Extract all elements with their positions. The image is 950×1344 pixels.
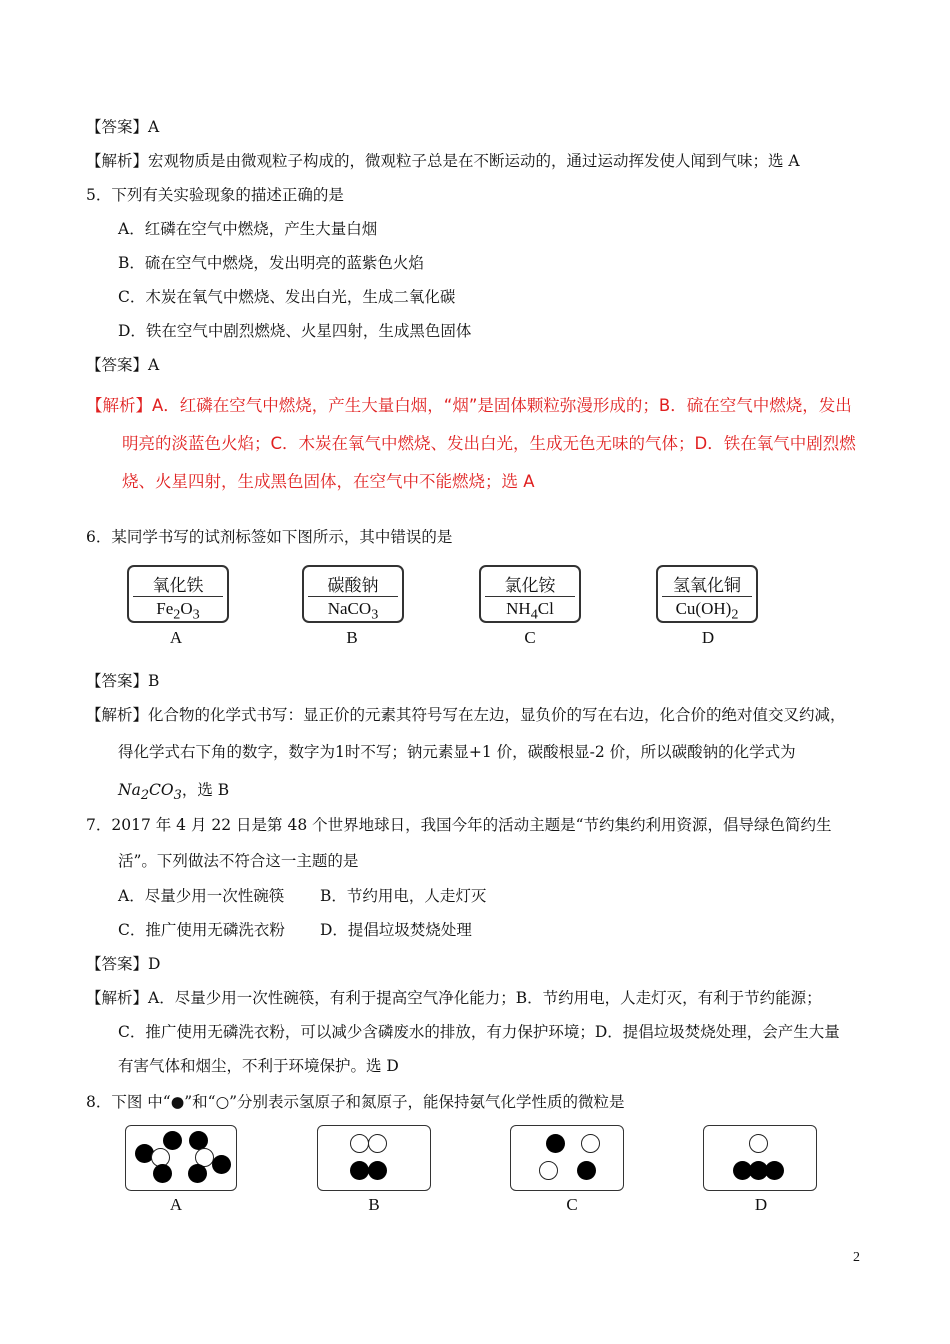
q5-analysis-line-3: 烧、火星四射，生成黑色固体，在空气中不能燃烧；选 A [122, 472, 535, 491]
reagent-formula: $Cu(OH)_2$ [675, 599, 739, 623]
reagent-label-d [656, 565, 758, 623]
q6-analysis-line-3: $Na_2CO_3$，选 B [118, 781, 230, 804]
reagent-name: 氧化铁 [152, 576, 204, 596]
q7-option-b: B．节约用电，人走灯灭 [320, 887, 487, 905]
particle-caption-b: B [368, 1195, 380, 1214]
reagent-name: 氯化铵 [504, 576, 556, 596]
particle-box-b [317, 1125, 431, 1191]
q5-analysis-line-1: 【解析】A．红磷在空气中燃烧，产生大量白烟，“烟”是固体颗粒弥漫形成的；B．硫在空气中燃烧，发出 [86, 396, 852, 415]
label-divider [308, 596, 398, 597]
hydrogen-atom [153, 1164, 172, 1183]
reagent-name: 氢氧化铜 [673, 576, 741, 596]
formula-na2co3: $Na_2CO_3$ [118, 781, 182, 804]
q7-stem-line-1: 7．2017 年 4 月 22 日是第 48 个世界地球日，我国今年的活动主题是“节约集约利用资源，倡导绿色简约生 [86, 816, 832, 834]
hydrogen-atom [546, 1134, 565, 1153]
q7-stem-line-2: 活”。下列做法不符合这一主题的是 [118, 852, 359, 870]
particle-box-d [703, 1125, 817, 1191]
q6-answer: 【答案】B [86, 672, 160, 690]
q6-stem: 6．某同学书写的试剂标签如下图所示，其中错误的是 [86, 528, 453, 546]
particle-caption-c: C [566, 1195, 578, 1214]
q8-stem: 8．下图 中“●”和“○”分别表示氢原子和氮原子，能保持氨气化学性质的微粒是 [86, 1093, 625, 1111]
q5-option-b: B．硫在空气中燃烧，发出明亮的蓝紫色火焰 [118, 254, 424, 272]
reagent-name: 碳酸钠 [327, 576, 379, 596]
nitrogen-atom [368, 1134, 387, 1153]
reagent-label-a [127, 565, 229, 623]
reagent-label-b [302, 565, 404, 623]
hydrogen-atom [212, 1155, 231, 1174]
reagent-label-c [479, 565, 581, 623]
hydrogen-atom [765, 1161, 784, 1180]
q5-option-a: A．红磷在空气中燃烧，产生大量白烟 [118, 220, 378, 238]
reagent-formula: $Fe_2O_3$ [156, 599, 200, 623]
q7-option-d: D．提倡垃圾焚烧处理 [320, 921, 472, 939]
hydrogen-atom [350, 1161, 369, 1180]
reagent-formula: $NH_4Cl$ [506, 599, 554, 623]
label-caption-d: D [701, 628, 715, 647]
q4-answer: 【答案】A [86, 118, 160, 136]
q5-stem: 5．下列有关实验现象的描述正确的是 [86, 186, 344, 204]
q7-analysis-line-2: C．推广使用无磷洗衣粉，可以减少含磷废水的排放，有力保护环境；D．提倡垃圾焚烧处理，会产生大量 [118, 1023, 840, 1041]
q7-option-a: A．尽量少用一次性碗筷 [118, 887, 285, 905]
label-divider [485, 596, 575, 597]
q7-analysis-line-3: 有害气体和烟尘，不利于环境保护。选 D [118, 1057, 399, 1075]
nitrogen-atom [749, 1134, 768, 1153]
q7-answer: 【答案】D [86, 955, 161, 973]
nitrogen-atom [350, 1134, 369, 1153]
q5-option-c: C．木炭在氧气中燃烧、发出白光，生成二氧化碳 [118, 288, 456, 306]
page-number: 2 [853, 1250, 860, 1265]
hydrogen-atom [368, 1161, 387, 1180]
q5-analysis-line-2: 明亮的淡蓝色火焰；C．木炭在氧气中燃烧、发出白光，生成无色无味的气体；D．铁在氧气中剧烈燃 [122, 434, 856, 453]
q7-option-c: C．推广使用无磷洗衣粉 [118, 921, 285, 939]
nitrogen-atom [539, 1161, 558, 1180]
hydrogen-atom [188, 1164, 207, 1183]
particle-box-c [510, 1125, 624, 1191]
particle-caption-a: A [169, 1195, 183, 1214]
hydrogen-atom [163, 1131, 182, 1150]
label-caption-b: B [346, 628, 358, 647]
label-divider [662, 596, 752, 597]
q5-option-d: D．铁在空气中剧烈燃烧、火星四射，生成黑色固体 [118, 322, 472, 340]
q6-analysis-line-1: 【解析】化合物的化学式书写：显正价的元素其符号写在左边，显负价的写在右边，化合价的绝对值交叉约减， [86, 706, 846, 724]
reagent-formula: NaCO$_3$ [327, 599, 379, 623]
label-caption-a: A [169, 628, 183, 647]
hydrogen-atom [577, 1161, 596, 1180]
label-caption-c: C [524, 628, 536, 647]
particle-caption-d: D [754, 1195, 768, 1214]
particle-box-a [125, 1125, 237, 1191]
label-divider [133, 596, 223, 597]
q5-answer: 【答案】A [86, 356, 160, 374]
q4-analysis: 【解析】宏观物质是由微观粒子构成的，微观粒子总是在不断运动的，通过运动挥发使人闻到气味；选 A [86, 152, 800, 170]
nitrogen-atom [581, 1134, 600, 1153]
q7-analysis-line-1: 【解析】A．尽量少用一次性碗筷，有利于提高空气净化能力；B．节约用电，人走灯灭，有利于节约能源； [86, 989, 822, 1007]
q6-analysis-line-2: 得化学式右下角的数字，数字为1时不写；钠元素显+1 价，碳酸根显-2 价，所以碳酸钠的化学式为 [118, 743, 796, 761]
